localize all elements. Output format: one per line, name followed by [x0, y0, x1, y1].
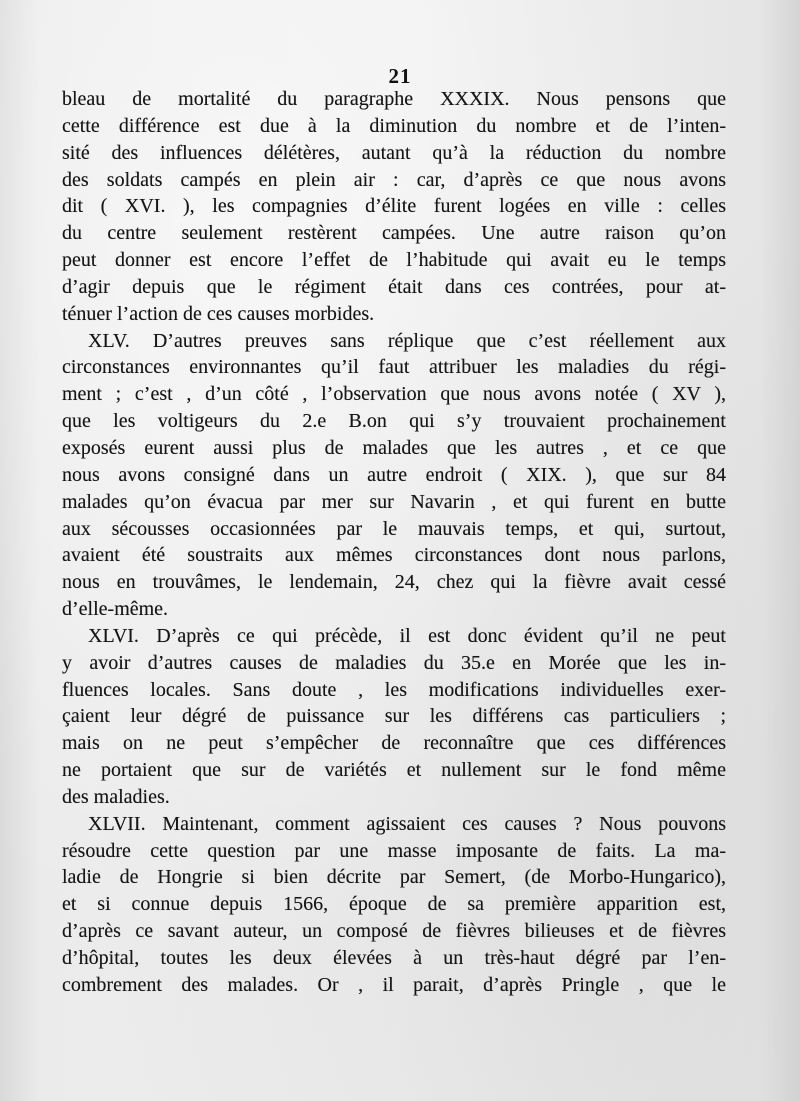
- text-line: d’hôpital, toutes les deux élevées à un très-haut dégré par l’en-: [62, 947, 726, 969]
- text-line: ne portaient que sur de variétés et nullement sur le fond même: [62, 759, 726, 782]
- text-line: et si connue depuis 1566, époque de sa première apparition est,: [62, 893, 726, 916]
- text-line: dit ( XVI. ), les compagnies d’élite furent logées en ville : celles: [62, 195, 726, 218]
- text-line: bleau de mortalité du paragraphe XXXIX. Nous pensons que: [62, 88, 726, 110]
- text-line: peut donner est encore l’effet de l’habitude qui avait eu le temps: [62, 249, 726, 272]
- paragraph-heading-line-xlvii: XLVII. Maintenant, comment agissaient ces causes ? Nous pouvons: [88, 812, 726, 835]
- text-line: circonstances environnantes qu’il faut attribuer les maladies du régi-: [62, 356, 726, 379]
- text-line: d’agir depuis que le régiment était dans ces contrées, pour at-: [62, 275, 726, 298]
- text-line: ment ; c’est , d’un côté , l’observation que nous avons notée ( XV ),: [62, 383, 726, 406]
- page-number: 21: [388, 64, 412, 88]
- text-line: aux sécousses occasionnées par le mauvais temps, et qui, surtout,: [62, 517, 726, 540]
- paragraph-heading-line-xlv: XLV. D’autres preuves sans réplique que c’est réellement aux: [88, 329, 726, 352]
- text-line: mais on ne peut s’empêcher de reconnaître que ces différences: [62, 732, 726, 755]
- text-line: malades qu’on évacua par mer sur Navarin , et qui furent en butte: [62, 490, 726, 513]
- text-line: avaient été soustraits aux mêmes circonstances dont nous parlons,: [62, 544, 726, 567]
- text-line: ladie de Hongrie si bien décrite par Semert, (de Morbo-Hungarico),: [62, 866, 726, 889]
- text-line: çaient leur dégré de puissance sur les différens cas particuliers ;: [62, 705, 726, 728]
- text-line: des soldats campés en plein air : car, d’après ce que nous avons: [62, 168, 726, 191]
- text-line: exposés eurent aussi plus de malades que les autres , et ce que: [62, 436, 726, 459]
- text-line: cette différence est due à la diminution du nombre et de l’inten-: [62, 114, 726, 137]
- body-text: [62, 86, 726, 999]
- paragraph-end-line: des maladies.: [62, 785, 170, 808]
- text-line: fluences locales. Sans doute , les modifications individuelles exer-: [62, 678, 726, 701]
- text-line: que les voltigeurs du 2.e B.on qui s’y trouvaient prochainement: [62, 410, 726, 433]
- text-line: sité des influences délétères, autant qu’à la réduction du nombre: [62, 141, 726, 164]
- text-line: combrement des malades. Or , il parait, d’après Pringle , que le: [62, 973, 726, 996]
- text-line: y avoir d’autres causes de maladies du 35.e en Morée que les in-: [62, 651, 726, 674]
- text-line: d’après ce savant auteur, un composé de fièvres bilieuses et de fièvres: [62, 920, 726, 943]
- paragraph-heading-line-xlvi: XLVI. D’après ce qui précède, il est donc évident qu’il ne peut: [88, 624, 726, 647]
- paragraph-end-line: ténuer l’action de ces causes morbides.: [62, 302, 375, 325]
- text-line: résoudre cette question par une masse imposante de faits. La ma-: [62, 839, 726, 862]
- text-line: nous en trouvâmes, le lendemain, 24, chez qui la fièvre avait cessé: [62, 571, 726, 594]
- text-line: du centre seulement restèrent campées. Une autre raison qu’on: [62, 222, 726, 245]
- text-line: nous avons consigné dans un autre endroit ( XIX. ), que sur 84: [62, 463, 726, 486]
- paragraph-end-line: d’elle-même.: [62, 598, 169, 621]
